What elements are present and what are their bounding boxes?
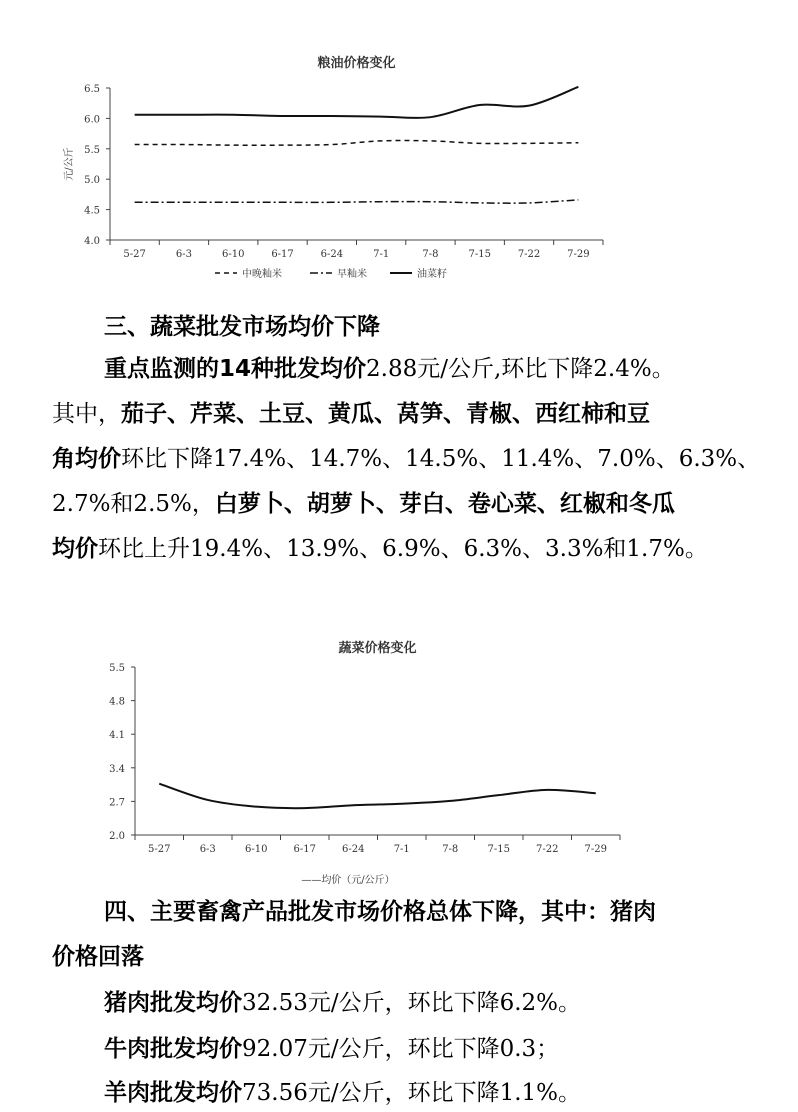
series-line-0 (135, 141, 579, 146)
y-tick-label: 5.5 (84, 144, 100, 156)
line1-bold: 重点监测的14种批发均价 (104, 356, 367, 382)
line1-text: 2.88元/公斤,环比下降2.4%。 (366, 356, 675, 382)
y-tick-label: 6.0 (84, 114, 100, 126)
x-tick-label: 7-15 (487, 844, 510, 855)
vegetable-chart (90, 630, 630, 892)
x-tick-label: 7-1 (393, 844, 410, 855)
x-tick-label: 7-8 (442, 844, 459, 855)
grain-oil-chart (55, 45, 615, 290)
legend-label: ——均价（元/公斤） (301, 875, 395, 886)
x-tick-label: 6-10 (222, 249, 245, 260)
para-line-2 (52, 392, 792, 437)
grain-oil-chart-svg (55, 45, 615, 290)
line4-bold: 白萝卜、胡萝卜、芽白、卷心菜、红椒和冬瓜 (214, 491, 675, 517)
x-tick-label: 7-8 (422, 249, 439, 260)
x-tick-label: 6-24 (320, 249, 344, 260)
y-tick-label: 6.5 (84, 84, 100, 95)
line5-bold: 均价 (52, 536, 98, 562)
pork-line (104, 984, 581, 1017)
y-tick-label: 2.0 (109, 831, 125, 842)
x-tick-label: 6-17 (293, 844, 316, 855)
beef-bold: 牛肉批发均价 (104, 1036, 242, 1062)
y-tick-label: 2.7 (109, 797, 125, 809)
line3-bold: 角均价 (52, 446, 121, 472)
para-line-3 (52, 437, 792, 482)
series-line-0 (159, 784, 596, 809)
x-tick-label: 6-3 (199, 844, 216, 855)
y-tick-label: 4.8 (109, 696, 125, 708)
x-tick-label: 6-17 (271, 249, 294, 260)
section3-paragraph (52, 347, 792, 572)
beef-text: 92.07元/公斤，环比下降0.3； (242, 1036, 560, 1062)
legend-label-1: 早籼米 (337, 269, 367, 280)
y-tick-label: 3.4 (109, 763, 125, 775)
line5-text: 环比上升19.4%、13.9%、6.9%、6.3%、3.3%和1.7%。 (98, 536, 708, 562)
series-line-2 (135, 87, 579, 118)
vegetable-chart-svg (90, 630, 630, 892)
legend-label-0: 中晚籼米 (242, 269, 282, 280)
section4-heading-line1: 四、主要畜禽产品批发市场价格总体下降，其中：猪肉 (104, 899, 656, 925)
x-tick-label: 5-27 (148, 844, 171, 855)
series-line-1 (135, 200, 579, 203)
line2-bold: 茄子、芹菜、土豆、黄瓜、莴笋、青椒、西红柿和豆 (121, 401, 650, 427)
x-tick-label: 7-1 (373, 249, 390, 260)
y-tick-label: 5.0 (84, 175, 100, 187)
beef-line (104, 1030, 559, 1063)
para-line-5 (52, 527, 792, 572)
x-tick-label: 6-3 (175, 249, 193, 260)
chart-title: 蔬菜价格变化 (338, 641, 417, 656)
pork-bold: 猪肉批发均价 (104, 990, 242, 1016)
para-line-1 (52, 347, 792, 392)
line2-text: 其中， (52, 401, 121, 427)
y-tick-label: 4.0 (84, 236, 100, 247)
y-tick-label: 5.5 (109, 663, 125, 674)
x-tick-label: 7-29 (567, 249, 590, 260)
x-tick-label: 7-15 (468, 249, 491, 260)
x-tick-label: 6-24 (342, 844, 365, 855)
y-axis-label: 元/公斤 (64, 147, 75, 181)
x-tick-label: 7-29 (584, 844, 607, 855)
pork-text: 32.53元/公斤，环比下降6.2%。 (242, 990, 582, 1016)
line4-text: 2.7%和2.5%， (52, 491, 215, 517)
x-tick-label: 6-10 (245, 844, 268, 855)
mutton-line (104, 1074, 581, 1107)
legend-label-2: 油菜籽 (417, 269, 447, 280)
x-tick-label: 7-22 (536, 844, 559, 855)
para-line-4 (52, 482, 792, 527)
x-tick-label: 7-22 (517, 249, 541, 260)
y-tick-label: 4.1 (109, 730, 125, 742)
section4-heading-line2: 价格回落 (52, 944, 144, 970)
chart-title: 粮油价格变化 (317, 56, 396, 71)
line3-text: 环比下降17.4%、14.7%、14.5%、11.4%、7.0%、6.3%、 (121, 446, 761, 472)
mutton-bold: 羊肉批发均价 (104, 1080, 242, 1106)
x-tick-label: 5-27 (123, 249, 146, 260)
mutton-text: 73.56元/公斤，环比下降1.1%。 (242, 1080, 582, 1106)
y-tick-label: 4.5 (84, 205, 100, 217)
section3-heading: 三、蔬菜批发市场均价下降 (104, 314, 380, 340)
